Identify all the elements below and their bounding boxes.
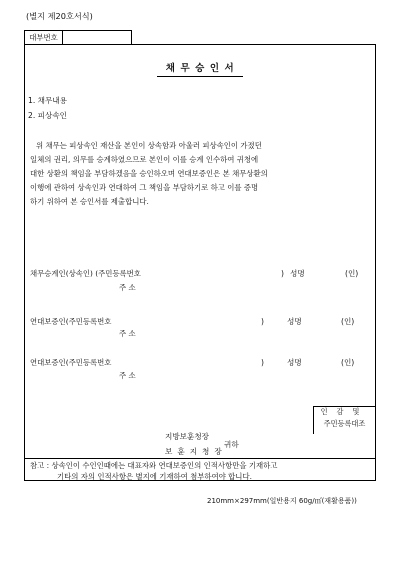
party-successor-seal: (인) [345, 269, 359, 278]
guarantor-2-address-field[interactable]: 주 소 [119, 371, 136, 380]
document-title: 채무승인서 [157, 60, 243, 77]
body-line: 이행에 관하여 상속인과 연대하여 그 책임을 부담하기로 하고 이를 증명 [30, 183, 259, 192]
recipient-honorific: 귀하 [224, 440, 239, 449]
seal-verification-box [313, 406, 375, 434]
form-number-label: (별지 제20호서식) [26, 11, 93, 21]
party-successor-close: ) [281, 269, 284, 278]
guarantor-1-name-field[interactable]: 성명 [287, 317, 302, 326]
recipient-branch-office: 보 훈 지 청 장 [165, 447, 224, 456]
body-line: 대한 상환의 책임을 부담하겠음을 승인하오며 연대보증인은 본 채무상환의 [30, 169, 268, 178]
party-successor-address-field[interactable]: 주 소 [119, 283, 136, 292]
guarantor-2-name-field[interactable]: 성명 [287, 358, 302, 367]
body-paragraph [30, 139, 366, 209]
party-successor-name-field[interactable]: 성명 [290, 269, 305, 278]
guarantor-1-close: ) [261, 317, 264, 326]
guarantor-1-address-field[interactable]: 주 소 [119, 329, 136, 338]
reference-note-line1: 참고 : 상속인이 수인인때에는 대표자와 연대보증인의 인적사항만을 기재하고 [30, 461, 278, 470]
party-successor-label: 채무승계인(상속인) (주민등록번호 [30, 269, 141, 278]
seal-verification-line2: 주민등록대조 [323, 419, 366, 428]
guarantor-2-seal: (인) [341, 358, 355, 367]
reference-note-line2: 기타의 자의 인적사항은 별지에 기재하여 첨부하여야 합니다. [57, 472, 252, 481]
guarantor-2-label: 연대보증인(주민등록번호 [30, 358, 112, 367]
body-line: 일체의 권리, 의무를 승계하였으므로 본인이 이를 승계 인수하여 귀청에 [30, 155, 259, 164]
loan-number-label: 대부번호 [25, 31, 63, 44]
body-line: 하기 위하여 본 승인서를 제출합니다. [30, 197, 149, 206]
loan-number-field[interactable] [24, 30, 132, 44]
seal-verification-line1: 인감및 [320, 407, 369, 416]
recipient-regional-office: 지방보훈청장 [165, 432, 210, 441]
approval-form-body [24, 44, 376, 481]
body-line: 위 채무는 피상속인 재산을 본인이 상속함과 아울러 피상속인이 가졌던 [36, 141, 262, 150]
item-decedent: 2. 피상속인 [28, 111, 68, 120]
title-row [25, 56, 375, 77]
guarantor-1-label: 연대보증인(주민등록번호 [30, 317, 112, 326]
paper-spec: 210mm×297mm(일반용지 60g/㎡(재활용품)) [207, 497, 357, 505]
guarantor-2-close: ) [261, 358, 264, 367]
item-debt-details: 1. 채무내용 [28, 96, 68, 105]
reference-note [25, 458, 375, 480]
guarantor-1-seal: (인) [341, 317, 355, 326]
